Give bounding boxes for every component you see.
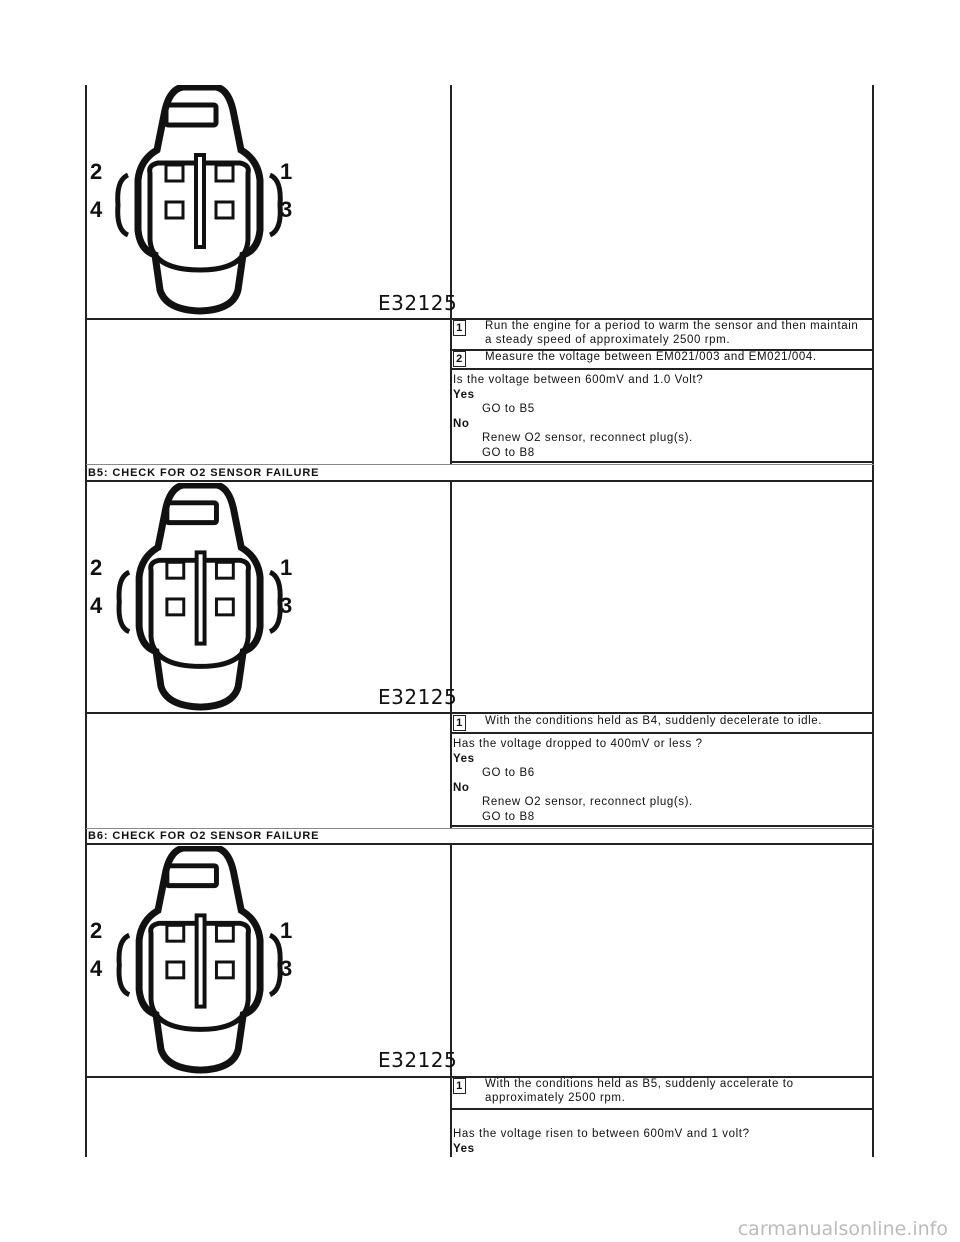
step-number: 1	[453, 1078, 466, 1094]
question-text: Has the voltage dropped to 400mV or less ?	[453, 738, 703, 750]
pin-label-4: 4	[90, 956, 103, 981]
step-row	[451, 1075, 873, 1109]
step-text: With the conditions held as B4, suddenly decelerate to idle.	[485, 715, 823, 727]
pin-label-1: 1	[280, 555, 293, 580]
connector-diagram	[88, 846, 450, 1076]
figure-label: E32125	[378, 291, 458, 315]
yes-label: Yes	[453, 1142, 475, 1155]
row-divider	[86, 843, 874, 845]
column-divider	[450, 713, 452, 829]
pin-label-1: 1	[280, 159, 293, 184]
row-divider	[451, 368, 874, 370]
question-block	[453, 373, 871, 461]
row-divider	[451, 1108, 874, 1110]
no-label: No	[453, 417, 470, 430]
table-right-border	[872, 85, 874, 1157]
pin-label-3: 3	[280, 956, 293, 981]
figure-label: E32125	[378, 685, 458, 709]
section-heading: B5: CHECK FOR O2 SENSOR FAILURE	[88, 467, 320, 479]
step-row	[451, 317, 873, 351]
pin-label-4: 4	[90, 593, 103, 618]
row-divider	[451, 732, 874, 734]
yes-label: Yes	[453, 752, 475, 765]
pin-label-2: 2	[90, 555, 103, 580]
pin-label-2: 2	[90, 159, 103, 184]
step-row	[451, 348, 873, 368]
figure-divider	[450, 844, 452, 1078]
pin-label-4: 4	[90, 197, 103, 222]
step-number: 2	[453, 351, 466, 367]
question-text: Has the voltage risen to between 600mV and 1 volt?	[453, 1128, 750, 1140]
row-divider	[451, 825, 874, 827]
row-divider	[86, 480, 874, 482]
pin-label-3: 3	[280, 593, 293, 618]
column-divider	[450, 1077, 452, 1157]
figure-divider	[450, 85, 452, 321]
table-left-border	[85, 85, 87, 1157]
connector-figure-2	[88, 483, 458, 713]
no-action: Renew O2 sensor, reconnect plug(s).	[482, 432, 693, 445]
section-heading: B6: CHECK FOR O2 SENSOR FAILURE	[88, 830, 320, 842]
column-divider	[450, 318, 452, 464]
yes-action: GO to B5	[482, 403, 535, 416]
figure-divider	[450, 481, 452, 715]
connector-diagram	[88, 483, 450, 713]
figure-label: E32125	[378, 1048, 458, 1072]
question-block	[453, 737, 871, 825]
no-label: No	[453, 781, 470, 794]
step-text: Run the engine for a period to warm the sensor and then maintain a steady speed of approximately 2500 rpm.	[485, 320, 859, 346]
question-text: Is the voltage between 600mV and 1.0 Volt?	[453, 374, 704, 386]
yes-action: GO to B6	[482, 767, 535, 780]
row-divider	[86, 464, 874, 465]
yes-label: Yes	[453, 388, 475, 401]
connector-figure-1	[88, 85, 458, 317]
step-row	[451, 712, 873, 732]
connector-diagram	[88, 85, 450, 317]
pin-label-2: 2	[90, 918, 103, 943]
question-block	[453, 1127, 871, 1156]
no-action: GO to B8	[482, 446, 535, 459]
step-text: Measure the voltage between EM021/003 and EM021/004.	[485, 351, 817, 363]
step-number: 1	[453, 320, 466, 336]
watermark: carmanualsonline.info	[737, 1218, 948, 1240]
step-number: 1	[453, 715, 466, 731]
pin-label-3: 3	[280, 197, 293, 222]
no-action: GO to B8	[482, 810, 535, 823]
pin-label-1: 1	[280, 918, 293, 943]
connector-figure-3	[88, 846, 458, 1076]
row-divider	[451, 461, 874, 463]
no-action: Renew O2 sensor, reconnect plug(s).	[482, 796, 693, 809]
row-divider	[86, 828, 874, 829]
step-text: With the conditions held as B5, suddenly accelerate to approximately 2500 rpm.	[485, 1078, 794, 1104]
